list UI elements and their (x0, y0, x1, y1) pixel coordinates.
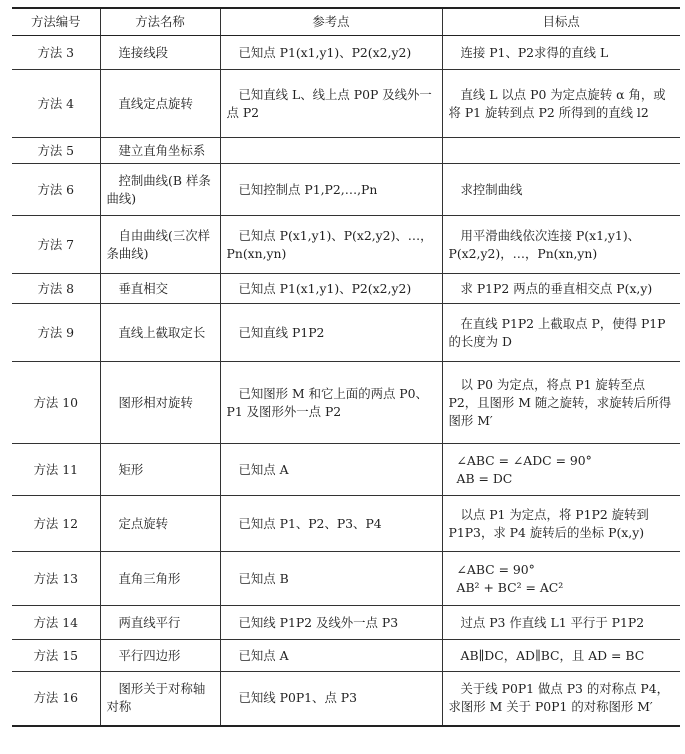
method-name: 自由曲线(三次样条曲线) (100, 216, 220, 274)
table-row (12, 640, 680, 672)
target-points: 直线 L 以点 P0 为定点旋转 α 角，或将 P1 旋转到点 P2 所得到的直线 l2 (442, 70, 680, 138)
reference-points: 已知点 P1(x1,y1)、P2(x2,y2) (220, 36, 442, 70)
target-points: ∠ABC = 90° AB² + BC² = AC² (442, 552, 680, 606)
method-name: 垂直相交 (100, 274, 220, 304)
method-name: 连接线段 (100, 36, 220, 70)
target-points: ∠ABC = ∠ADC = 90° AB = DC (442, 444, 680, 496)
header-name: 方法名称 (100, 8, 220, 36)
table-row (12, 672, 680, 726)
method-name: 定点旋转 (100, 496, 220, 552)
header-id: 方法编号 (12, 8, 100, 36)
table-row (12, 70, 680, 138)
method-id: 方法 9 (12, 304, 100, 362)
target-points: 求 P1P2 两点的垂直相交点 P(x,y) (442, 274, 680, 304)
method-id: 方法 8 (12, 274, 100, 304)
table-row (12, 362, 680, 444)
target-points (442, 138, 680, 164)
method-id: 方法 3 (12, 36, 100, 70)
target-points: 以 P0 为定点，将点 P1 旋转至点 P2，且图形 M 随之旋转，求旋转后所得图形 M′ (442, 362, 680, 444)
method-id: 方法 11 (12, 444, 100, 496)
method-name: 平行四边形 (100, 640, 220, 672)
reference-points: 已知点 A (220, 640, 442, 672)
reference-points: 已知线 P0P1、点 P3 (220, 672, 442, 726)
target-points: 用平滑曲线依次连接 P(x1,y1)、P(x2,y2)，…，Pn(xn,yn) (442, 216, 680, 274)
method-name: 建立直角坐标系 (100, 138, 220, 164)
table-row (12, 444, 680, 496)
target-points: 在直线 P1P2 上截取点 P，使得 P1P 的长度为 D (442, 304, 680, 362)
method-name: 控制曲线(B 样条曲线) (100, 164, 220, 216)
reference-points: 已知点 A (220, 444, 442, 496)
method-id: 方法 7 (12, 216, 100, 274)
methods-table (12, 7, 680, 727)
method-id: 方法 14 (12, 606, 100, 640)
reference-points: 已知点 P1、P2、P3、P4 (220, 496, 442, 552)
table-row (12, 606, 680, 640)
reference-points: 已知点 P1(x1,y1)、P2(x2,y2) (220, 274, 442, 304)
table-row (12, 552, 680, 606)
method-id: 方法 13 (12, 552, 100, 606)
header-target: 目标点 (442, 8, 680, 36)
method-id: 方法 4 (12, 70, 100, 138)
method-name: 矩形 (100, 444, 220, 496)
target-points: AB∥DC，AD∥BC，且 AD = BC (442, 640, 680, 672)
table-row (12, 36, 680, 70)
table-row (12, 274, 680, 304)
header-reference: 参考点 (220, 8, 442, 36)
method-id: 方法 12 (12, 496, 100, 552)
reference-points: 已知线 P1P2 及线外一点 P3 (220, 606, 442, 640)
method-name: 图形关于对称轴对称 (100, 672, 220, 726)
method-name: 直线上截取定长 (100, 304, 220, 362)
target-points: 连接 P1、P2求得的直线 L (442, 36, 680, 70)
method-id: 方法 6 (12, 164, 100, 216)
reference-points: 已知直线 P1P2 (220, 304, 442, 362)
method-name: 两直线平行 (100, 606, 220, 640)
method-id: 方法 16 (12, 672, 100, 726)
table-row (12, 304, 680, 362)
table-row (12, 496, 680, 552)
target-points: 关于线 P0P1 做点 P3 的对称点 P4，求图形 M 关于 P0P1 的对称图形 M′ (442, 672, 680, 726)
reference-points: 已知控制点 P1,P2,…,Pn (220, 164, 442, 216)
target-points: 求控制曲线 (442, 164, 680, 216)
method-id: 方法 15 (12, 640, 100, 672)
reference-points: 已知图形 M 和它上面的两点 P0、P1 及图形外一点 P2 (220, 362, 442, 444)
reference-points: 已知直线 L、线上点 P0P 及线外一点 P2 (220, 70, 442, 138)
target-points: 过点 P3 作直线 L1 平行于 P1P2 (442, 606, 680, 640)
target-points: 以点 P1 为定点，将 P1P2 旋转到 P1P3，求 P4 旋转后的坐标 P(x,y) (442, 496, 680, 552)
reference-points: 已知点 B (220, 552, 442, 606)
table-row (12, 164, 680, 216)
table-row (12, 138, 680, 164)
method-name: 直角三角形 (100, 552, 220, 606)
header-row (12, 8, 680, 36)
method-id: 方法 5 (12, 138, 100, 164)
table-row (12, 216, 680, 274)
method-name: 直线定点旋转 (100, 70, 220, 138)
method-name: 图形相对旋转 (100, 362, 220, 444)
method-id: 方法 10 (12, 362, 100, 444)
reference-points (220, 138, 442, 164)
reference-points: 已知点 P(x1,y1)、P(x2,y2)、…，Pn(xn,yn) (220, 216, 442, 274)
